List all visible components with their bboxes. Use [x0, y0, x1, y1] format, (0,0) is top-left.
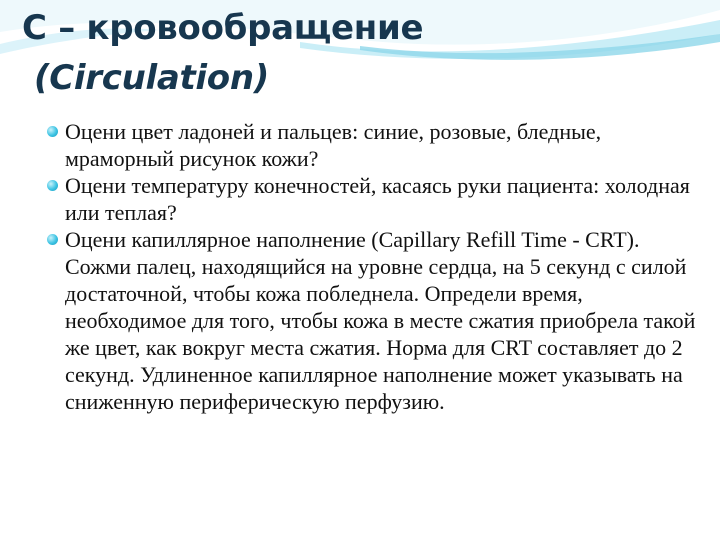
bullet-list: [48, 118, 698, 415]
bullet-item-temperature: [48, 172, 698, 226]
bullet-item-crt: [48, 226, 698, 415]
page-title: [22, 6, 423, 100]
title-line-1: C – кровообращение: [22, 8, 424, 48]
bullet-text: Оцени температуру конечностей, касаясь руки пациента: холодная или теплая?: [65, 173, 690, 225]
title-line-2: (Circulation): [34, 58, 269, 98]
bullet-text: Оцени цвет ладоней и пальцев: синие, розовые, бледные, мраморный рисунок кожи?: [65, 119, 602, 171]
bullet-item-color: [48, 118, 698, 172]
bullet-dot-icon: [47, 126, 58, 137]
bullet-dot-icon: [47, 234, 58, 245]
bullet-text: Оцени капиллярное наполнение (Capillary Refill Time - CRT). Сожми палец, находящийся на уровне сердца, на 5 секунд с силой достаточной, чтобы кожа побледнела. Определи время, необходимое для того, чтобы кожа в месте сжатия приобрела такой же цвет, как вокруг места сжатия. Норма для CRT составляет до 2 секунд. Удлиненное капиллярное наполнение может указывать на сниженную периферическую перфузию.: [65, 227, 696, 414]
bullet-dot-icon: [47, 180, 58, 191]
